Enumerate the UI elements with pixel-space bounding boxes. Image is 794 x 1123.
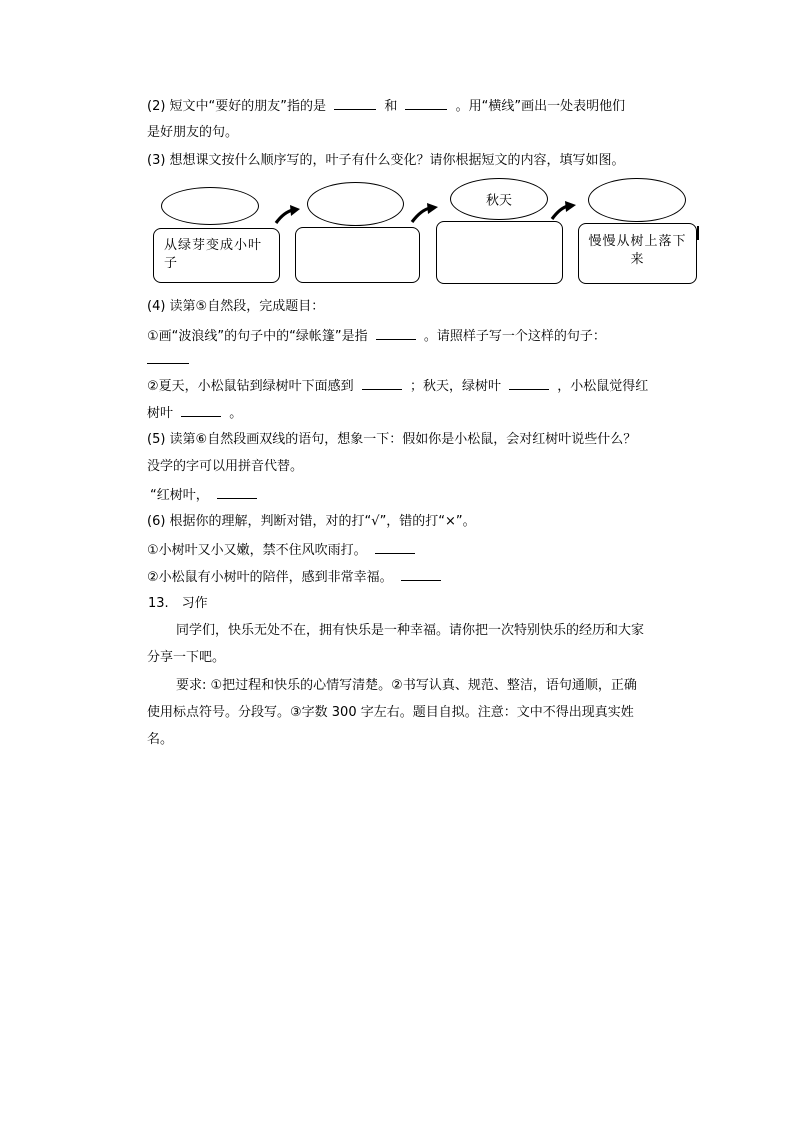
q5-line2: 没学的字可以用拼音代替。 bbox=[147, 459, 304, 474]
box-4-text: 慢慢从树上落下来 bbox=[588, 234, 687, 267]
q4-blank-3[interactable] bbox=[362, 376, 402, 390]
q4-sub1-text-b: 。请照样子写一个这样的句子： bbox=[423, 329, 606, 344]
q2-blank-2[interactable] bbox=[405, 96, 447, 110]
q4-sub2-line1 bbox=[147, 376, 648, 396]
q5-blank[interactable] bbox=[217, 485, 257, 499]
q13-para2-line2: 使用标点符号。分段写。③字数 300 字左右。题目自拟。注意：文中不得出现真实姓 bbox=[147, 705, 634, 720]
q6-blank-2[interactable] bbox=[401, 567, 441, 581]
q2-line1 bbox=[147, 96, 625, 116]
box-4 bbox=[578, 223, 697, 284]
oval-2[interactable] bbox=[307, 182, 404, 226]
q4-sub2-text-e: 。 bbox=[229, 406, 243, 421]
q2-text-c: 。用“横线”画出一处表明他们 bbox=[455, 99, 626, 114]
q4-blank-5[interactable] bbox=[181, 403, 221, 417]
q2-text-b: 和 bbox=[384, 99, 398, 114]
oval-3-text: 秋天 bbox=[485, 193, 512, 209]
q6-blank-1[interactable] bbox=[375, 540, 415, 554]
q6-item1-text: ①小树叶又小又嫩，禁不住风吹雨打。 bbox=[147, 543, 367, 558]
q3-title: (3) 想想课文按什么顺序写的，叶子有什么变化？请你根据短文的内容，填写如图。 bbox=[147, 153, 625, 168]
oval-4[interactable] bbox=[588, 178, 686, 222]
q5-answer bbox=[150, 485, 261, 505]
q4-sub1-text-a: ①画“波浪线”的句子中的“绿帐篷”是指 bbox=[147, 329, 368, 344]
box-1 bbox=[153, 228, 280, 283]
box-3[interactable] bbox=[436, 221, 563, 284]
oval-3 bbox=[450, 178, 548, 220]
q4-sub2-text-b: ；秋天，绿树叶 bbox=[409, 379, 501, 394]
q4-sub2-text-c: ，小松鼠觉得红 bbox=[557, 379, 649, 394]
q4-blank-4[interactable] bbox=[509, 376, 549, 390]
q4-sub2-text-a: ②夏天，小松鼠钻到绿树叶下面感到 bbox=[147, 379, 354, 394]
arrow-right-icon bbox=[274, 204, 302, 226]
q6-item2 bbox=[147, 567, 445, 587]
q13-title: 13. 习作 bbox=[148, 596, 208, 611]
q4-sub1 bbox=[147, 326, 606, 346]
q13-para2-line3: 名。 bbox=[147, 732, 174, 747]
q2-line2: 是好朋友的句。 bbox=[147, 125, 239, 140]
q2-blank-1[interactable] bbox=[334, 96, 376, 110]
q4-blank-1[interactable] bbox=[376, 326, 416, 340]
q13-para1-line2: 分享一下吧。 bbox=[147, 650, 226, 665]
q4-sub2-text-d: 树叶 bbox=[147, 406, 174, 421]
q4-sub2-line2 bbox=[147, 403, 242, 423]
q4-title: (4) 读第⑤自然段，完成题目： bbox=[147, 299, 325, 314]
q4-sub1-answer bbox=[147, 350, 193, 370]
q5-line1: (5) 读第⑥自然段画双线的语句，想象一下：假如你是小松鼠，会对红树叶说些什么？ bbox=[147, 432, 637, 447]
q2-text-a: (2) 短文中“要好的朋友”指的是 bbox=[147, 99, 327, 114]
q5-answer-prefix: “红树叶， bbox=[150, 488, 209, 503]
arrow-right-icon bbox=[410, 202, 440, 224]
oval-1[interactable] bbox=[161, 187, 259, 225]
q6-item1 bbox=[147, 540, 419, 560]
q13-para2-line1: 要求: ①把过程和快乐的心情写清楚。②书写认真、规范、整洁，语句通顺，正确 bbox=[176, 678, 637, 693]
flow-diagram bbox=[147, 178, 707, 290]
box-2[interactable] bbox=[295, 227, 420, 283]
q6-title: (6) 根据你的理解，判断对错，对的打“√”，错的打“×”。 bbox=[147, 514, 476, 529]
q6-item2-text: ②小松鼠有小树叶的陪伴，感到非常幸福。 bbox=[147, 570, 393, 585]
divider bbox=[697, 226, 699, 240]
box-1-text: 从绿芽变成小叶子 bbox=[164, 238, 263, 271]
arrow-right-icon bbox=[550, 200, 578, 222]
q13-para1-line1: 同学们，快乐无处不在，拥有快乐是一种幸福。请你把一次特别快乐的经历和大家 bbox=[176, 623, 645, 638]
q4-blank-2[interactable] bbox=[147, 350, 189, 364]
